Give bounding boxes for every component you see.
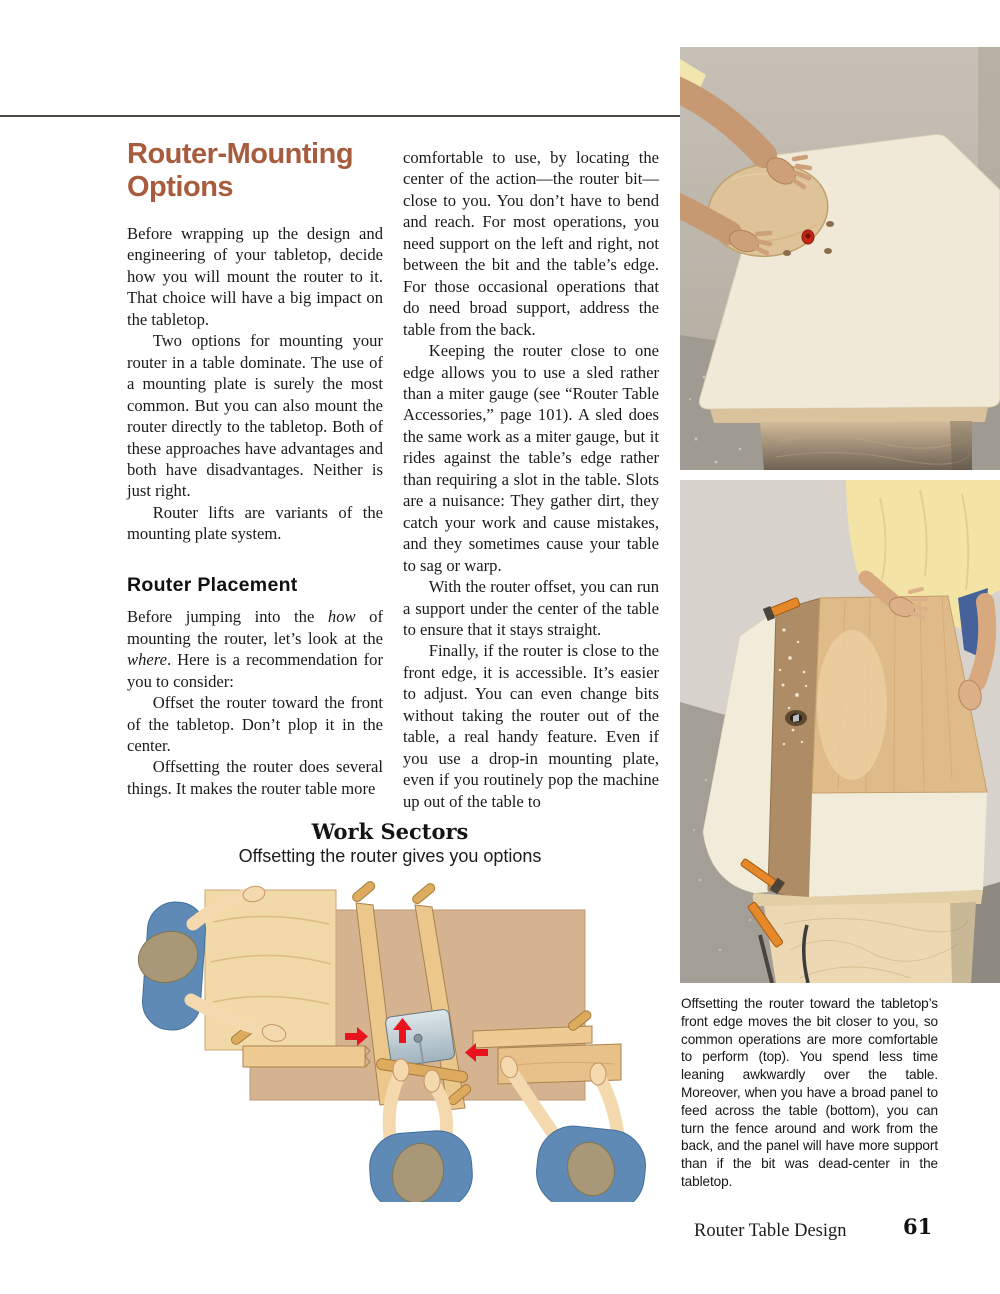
header-rule: [0, 115, 680, 117]
photo-top: [680, 47, 1000, 470]
work-sectors-illustration: [127, 872, 653, 1202]
photo-top-art: [680, 47, 1000, 470]
text-column-left: [127, 223, 383, 799]
figure-subtitle: Offsetting the router gives you options: [238, 846, 542, 866]
photo-bottom: [680, 480, 1000, 983]
paragraph: Finally, if the router is close to the front edge, it is accessible. It’s easier to adjust. You can even change bits without taking the router out of the table, a real handy feature. Even if you use a drop-in mounting plate, even if you routinely pop the machine up out of the table to: [403, 641, 659, 811]
paragraph: Before wrapping up the design and engineering of your tabletop, decide how you will mount the router to it. That choice will have a big impact on the tabletop.: [127, 224, 383, 329]
right-arm: [977, 602, 987, 682]
paragraph: With the router offset, you can run a support under the center of the table to ensure that it stays straight.: [403, 577, 659, 639]
text-run: of mounting the router, let’s look at the: [127, 607, 383, 648]
figure-art: [127, 872, 653, 1207]
paragraph: Router lifts are variants of the mounting plate system.: [127, 502, 383, 544]
paragraph: comfortable to use, by locating the center of the action—the router bit—close to you. You don’t have to bend and reach. For most operations, you need support on the left and right, not between the bit and the table’s edge. For those occasional operations that do need broad support, address the table from the back.: [403, 148, 659, 339]
work-sectors-figure: [127, 819, 653, 1207]
text-run: Before jumping into the: [127, 607, 328, 627]
photo-caption: Offsetting the router toward the tabletop’s front edge moves the bit closer to you, so common operations are more comfortable to perform (top). You spend less time leaning awkwardly over the table. Moreover, when you have a broad panel to feed across the table (bottom), you can turn the fence around and work from the back, and the panel will have more support than if the bit was dead-center in the tabletop.: [681, 996, 938, 1189]
paragraph: Two options for mounting your router in a table dominate. The use of a mounting plate is surely the most common. But you can also mount the router directly to the tabletop. Both of these approaches have advantages and both have disadvantages. Neither is just right.: [127, 331, 383, 501]
section-heading: Router Placement: [127, 573, 298, 596]
paragraph: Offsetting the router does several things. It makes the router table more: [127, 757, 383, 798]
text-run: . Here is a recommendation for you to consider:: [127, 650, 383, 691]
italic-run: where: [127, 650, 167, 670]
figure-title: Work Sectors: [311, 819, 469, 844]
paragraph: [127, 606, 383, 692]
sanded-patch: [817, 630, 887, 780]
cabinet-base: [760, 421, 972, 470]
page-title: Router-Mounting Options: [127, 138, 354, 203]
white-table-front: [809, 792, 987, 897]
cabinet-base: [764, 902, 976, 983]
italic-run: how: [327, 607, 356, 627]
footer-page-number: 61: [903, 1214, 933, 1239]
paragraph: Offset the router toward the front of the tabletop. Don’t plop it in the center.: [127, 693, 383, 755]
footer-book-title: Router Table Design: [694, 1221, 847, 1241]
photo-bottom-art: [680, 480, 1000, 983]
router-plate: [385, 1009, 455, 1067]
tabletop-edge: [710, 407, 988, 423]
text-column-middle: [403, 147, 659, 812]
paragraph: Keeping the router close to one edge allows you to use a sled rather than a miter gauge (see “Router Table Accessories,” page 101). A sled does the same work as a miter gauge, but it rides against the table’s edge rather than requiring a slot in the table. Slots are a nuisance: They gather dirt, they catch your work and cause mistakes, and they sometimes cause your table to sag or warp.: [403, 341, 659, 575]
router-bit-red: [802, 230, 814, 244]
